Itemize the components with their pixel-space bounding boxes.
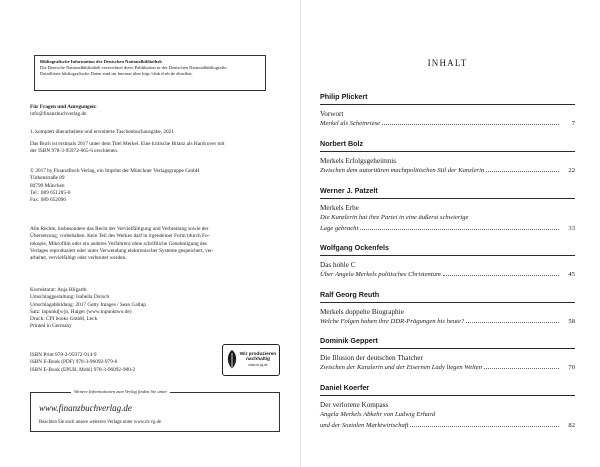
toc-entry[interactable]: [320, 383, 575, 431]
toc-leader: [360, 228, 559, 230]
toc-page-number: 33: [568, 224, 575, 232]
contents-heading: INHALT: [427, 58, 468, 68]
toc-subtitle-line-1: Angela Merkels Abkehr von Ludwig Erhard: [320, 411, 436, 418]
credit-line-2: Umschlaggestaltung: Isabella Dorsch: [30, 294, 110, 301]
toc-rule: [320, 395, 575, 396]
toc-subtitle: Lage gebracht: [320, 224, 359, 232]
toc-rule: [320, 255, 575, 256]
toc-subtitle: Welche Folgen haben ihre DDR-Prägungen bis heute?: [320, 318, 465, 325]
toc-author: Ralf Georg Reuth: [320, 290, 380, 299]
rights-line-5: arbeitet, vervielfältigt oder verbreitet werden.: [30, 255, 127, 262]
toc-page-number: 45: [568, 271, 575, 278]
credit-line-5: Druck: CPI books GmbH, Leck: [30, 316, 98, 323]
toc-title: Merkels Erfolgsgeheimnis: [320, 157, 397, 165]
toc-page-number: 58: [568, 318, 575, 325]
toc-subtitle: Zwischen dem autoritären machtpolitischen Stil der Kanzlerin: [320, 167, 485, 174]
credit-line-1: Korrektorat: Anja Hilgarth: [30, 287, 87, 293]
toc-subtitle: Über Angela Merkels politisches Christentum: [320, 271, 441, 278]
badge-url: www.m-vg.de: [248, 362, 268, 367]
leaf-icon: [225, 348, 239, 372]
isbn-pdf: ISBN E-Book (PDF) 978-3-96092-979-6: [30, 359, 118, 366]
contents-page: [320, 0, 575, 467]
credit-line-3: Umschlagabbildung: 2017 Getty Images / Sean Gallup: [30, 301, 146, 308]
toc-entry[interactable]: [320, 336, 575, 374]
toc-entry[interactable]: [320, 290, 575, 328]
toc-author: Norbert Bolz: [320, 139, 364, 148]
toc-author: Werner J. Patzelt: [320, 186, 378, 195]
toc-subtitle-line: [320, 363, 575, 374]
toc-author: Dominik Geppert: [320, 336, 378, 345]
toc-title: Die Illusion der deutschen Thatcher: [320, 354, 423, 362]
toc-subtitle-line: [320, 119, 575, 130]
rights-line-2: Übersetzung, vorbehalten. Kein Teil des Werkes darf in irgendeiner Form (durch Fo-: [30, 233, 210, 240]
first-pub-line-2: der ISBN 978-3-95972-065-6 erschienen.: [30, 148, 119, 155]
toc-leader: [486, 170, 559, 172]
badge-line-2: nachhaltig: [246, 357, 270, 363]
imprint-page: [30, 0, 280, 467]
credit-line-6: Printed in Germany: [30, 323, 72, 330]
rights-line-4: Verlages reproduziert oder unter Verwendung elektronischer Systeme gespeichert, ver-: [30, 247, 214, 254]
isbn-epub: ISBN E-Book (EPUB, Mobi) 978-3-96092-980-2: [30, 366, 136, 373]
address-line-1: Türkenstraße 89: [30, 175, 65, 182]
toc-leader: [466, 321, 559, 323]
credit-line-4: Satz: inpunkt[w]o, Haiger (www.inpunktwo.de): [30, 308, 132, 315]
publisher-block: [30, 168, 280, 204]
questions-label: Für Fragen und Anregungen:: [30, 104, 97, 110]
toc-subtitle-line: [320, 421, 575, 432]
badge-line-1: Wir produzieren: [239, 351, 277, 357]
toc-leader: [382, 123, 559, 125]
toc-title: Das hohle C: [320, 261, 356, 269]
toc-page-number: 22: [568, 167, 575, 174]
biblio-title: Bibliografische Information der Deutschen Nationalbibliothek: [40, 59, 162, 64]
toc-rule: [320, 302, 575, 303]
toc-page-number: 82: [568, 421, 575, 429]
toc-subtitle-line: [320, 270, 575, 281]
copyright-line: © 2017 by FinanzBuch Verlag, ein Imprint der Münchner Verlagsgruppe GmbH: [30, 168, 200, 174]
toc-subtitle-line: [320, 317, 575, 328]
website-more: Beachten Sie auch unsere weiteren Verlage unter www.m-vg.de: [39, 420, 162, 425]
toc-entry[interactable]: [320, 243, 575, 281]
toc-rule: [320, 151, 575, 152]
website-url[interactable]: www.finanzbuchverlag.de: [39, 403, 132, 413]
toc-title: Merkels doppelte Biographie: [320, 308, 404, 316]
first-publication-block: [30, 141, 280, 156]
toc-entry[interactable]: [320, 92, 575, 130]
toc-rule: [320, 104, 575, 105]
rights-line-3: tokopie, Mikrofilm oder ein anderes Verfahren) ohne schriftliche Genehmigung des: [30, 240, 207, 247]
edition-block: [30, 129, 280, 136]
toc-subtitle-line: [320, 224, 575, 235]
toc-leader: [410, 425, 559, 427]
first-pub-line-1: Das Buch ist erstmals 2017 unter dem Titel Merkel. Eine kritische Bilanz als Hardcover mit: [30, 141, 225, 147]
toc-title: Vorwort: [320, 110, 344, 118]
questions-email[interactable]: info@finanzbuchverlag.de: [30, 111, 87, 118]
toc-author: Wolfgang Ockenfels: [320, 243, 389, 252]
biblio-text-1: Die Deutsche Nationalbibliothek verzeichnet diese Publikation in der Deutschen Nationalbibliografie.: [40, 65, 228, 70]
toc-title: Merkels Erbe: [320, 204, 359, 212]
isbn-print: ISBN Print 978-3-95972-914-9: [30, 352, 97, 358]
toc-entry[interactable]: [320, 139, 575, 177]
toc-page-number: 7: [571, 120, 575, 127]
fax-line: Fax: 089 652096: [30, 197, 66, 204]
biblio-info-box: [34, 55, 266, 91]
toc-rule: [320, 198, 575, 199]
questions-block: [30, 104, 280, 119]
credits-block: [30, 287, 280, 331]
edition-text: 1. komplett überarbeitete und erweiterte Taschenbuchausgabe, 2021: [30, 129, 174, 135]
toc-subtitle: Zwischen der Kanzlerin und der Eisernen Lady liegen Welten: [320, 364, 483, 371]
page-gutter: [300, 0, 301, 467]
toc-title: Der verlorene Kompass: [320, 401, 389, 409]
toc-rule: [320, 348, 575, 349]
website-box: [30, 389, 280, 432]
toc-author: Philip Plickert: [320, 92, 368, 101]
tel-line: Tel.: 089 651285-0: [30, 189, 71, 196]
sustainability-badge: [222, 344, 280, 376]
toc-leader: [484, 367, 559, 369]
toc-subtitle: und der Sozialen Marktwirtschaft: [320, 421, 409, 429]
toc-subtitle: Merkel als Scheinriese: [320, 120, 381, 127]
rights-line-1: Alle Rechte, insbesondere das Recht der Vervielfältigung und Verbreitung sowie der: [30, 226, 209, 232]
toc-author: Daniel Koerfer: [320, 383, 370, 392]
biblio-text-2: Detaillierte bibliografische Daten sind im Internet über http://dnb.d-nb.de abrufbar.: [40, 71, 193, 76]
rights-block: [30, 226, 280, 262]
website-caption: Weitere Informationen zum Verlag finden Sie unter: [71, 389, 170, 394]
toc-leader: [443, 274, 559, 276]
badge-text: [239, 352, 277, 368]
address-line-2: 80799 München: [30, 182, 65, 189]
toc-subtitle-line: [320, 166, 575, 177]
toc-page-number: 70: [568, 364, 575, 371]
toc-entry[interactable]: [320, 186, 575, 234]
toc-subtitle-line-1: Die Kanzlerin hat ihre Partei in eine äußerst schwierige: [320, 214, 469, 221]
